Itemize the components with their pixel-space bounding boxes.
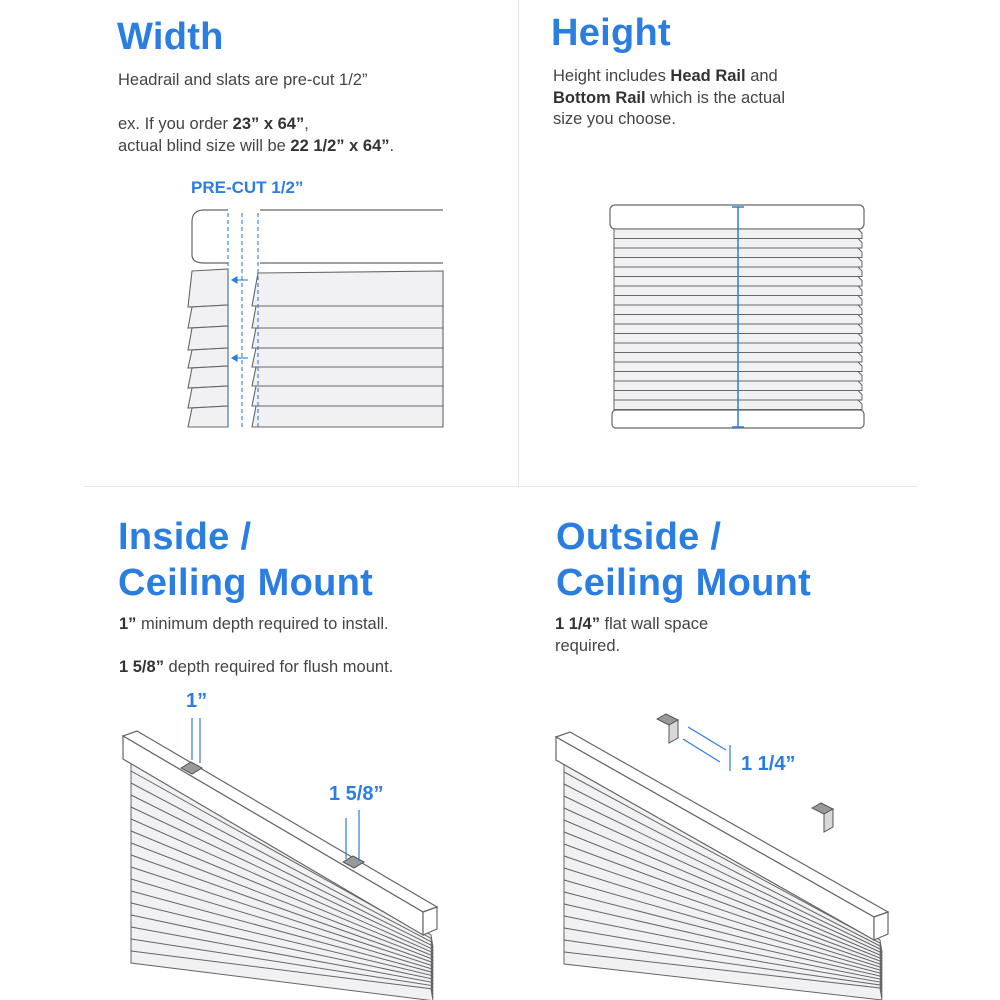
inside-mount-title: [118, 514, 373, 606]
width-example-text: [118, 114, 394, 157]
min-depth-text: [119, 614, 389, 636]
example-comma: ,: [304, 115, 309, 133]
bottom-rail-term: Bottom Rail: [553, 88, 646, 107]
min-depth-value: 1”: [119, 615, 137, 633]
headrail-end: [874, 912, 888, 940]
outside-title-line2: Ceiling Mount: [556, 562, 812, 604]
height-title: Height: [551, 12, 672, 54]
height-line3: size you choose.: [553, 110, 676, 128]
wall-space-text: [555, 614, 708, 657]
outside-mount-slats: [564, 760, 882, 1000]
headrail-end: [423, 907, 437, 935]
height-line2-suffix: which is the actual: [645, 88, 785, 107]
left-slat-pieces: [188, 269, 228, 427]
example-prefix: ex. If you order: [118, 115, 233, 133]
horizontal-divider: [84, 486, 918, 487]
outside-mount-diagram: [550, 705, 895, 1000]
mounting-bracket-icon: [657, 714, 678, 743]
flush-depth-value: 1 5/8”: [119, 658, 164, 676]
actual-prefix: actual blind size will be: [118, 136, 291, 155]
height-prefix: Height includes: [553, 67, 671, 85]
head-rail: [610, 205, 864, 229]
cut-headrail-piece: [192, 210, 228, 263]
wall-space-value: 1 1/4”: [555, 615, 600, 633]
mounting-bracket-icon: [812, 803, 833, 832]
height-blind-diagram: [608, 202, 870, 434]
flush-depth-text: [119, 657, 393, 679]
min-depth-description: minimum depth required to install.: [136, 615, 389, 633]
width-title: Width: [117, 16, 224, 58]
and-word: and: [745, 67, 778, 85]
label-flush-depth: 1 5/8”: [329, 783, 384, 805]
outside-title-line1: Outside /: [556, 516, 722, 558]
inside-mount-diagram: [115, 715, 450, 1000]
wall-space-required: required.: [555, 636, 621, 655]
width-precut-text: Headrail and slats are pre-cut 1/2”: [118, 71, 368, 89]
actual-suffix: .: [389, 136, 395, 155]
precut-label: PRE-CUT 1/2”: [191, 178, 304, 197]
head-rail-term: Head Rail: [670, 67, 746, 85]
wall-space-description: flat wall space: [599, 615, 709, 633]
inside-title-line2: Ceiling Mount: [118, 562, 374, 604]
measurement-line-icon: [683, 727, 730, 771]
label-min-depth: 1”: [186, 690, 208, 712]
vertical-divider: [518, 0, 519, 488]
actual-size: 22 1/2” x 64”: [290, 136, 390, 155]
height-description: [553, 66, 785, 131]
label-wall-space: 1 1/4”: [741, 753, 796, 775]
flush-depth-description: depth required for flush mount.: [163, 658, 394, 676]
example-order-size: 23” x 64”: [232, 115, 305, 133]
inside-title-line1: Inside /: [118, 516, 252, 558]
right-slat-pieces: [252, 271, 443, 427]
outside-mount-title: [556, 514, 811, 606]
arrow-left-icon: [232, 277, 248, 361]
width-precut-diagram: [180, 205, 450, 430]
main-headrail: [260, 210, 443, 263]
